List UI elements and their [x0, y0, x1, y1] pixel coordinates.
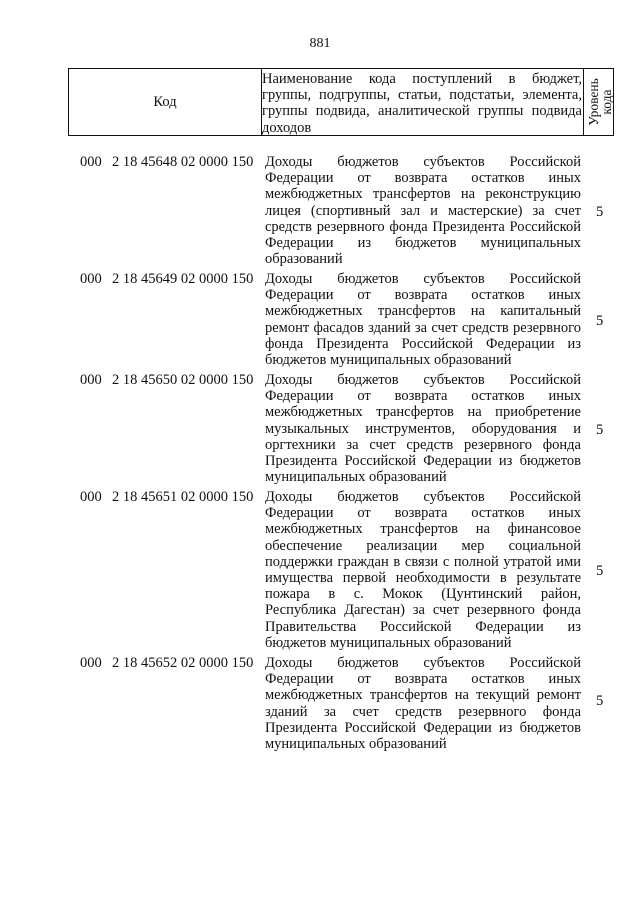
code-level: 5 — [596, 422, 604, 438]
code-level: 5 — [596, 693, 604, 709]
code-level: 5 — [596, 313, 604, 329]
admin-code: 000 — [80, 154, 102, 170]
header-code-label: Код — [153, 93, 177, 110]
admin-code: 000 — [80, 271, 102, 287]
budget-code: 2 18 45652 02 0000 150 — [112, 655, 254, 671]
header-level-label: Уровень кода — [585, 78, 614, 126]
income-description: Доходы бюджетов субъектов Российской Федерации от возврата остатков иных межбюджетных трансфертов на приобретение музыкальных инструментов, оборудования и оргтехники за счет средств резервного фонда Президента Российской Федерации из бюджетов муниципальных образований — [265, 372, 581, 486]
income-description: Доходы бюджетов субъектов Российской Федерации от возврата остатков иных межбюджетных трансфертов на текущий ремонт зданий за счет средств резервного фонда Президента Российской Федерации из бюджетов муниципальных образований — [265, 655, 581, 753]
page-number: 881 — [309, 36, 331, 51]
table-header — [68, 68, 614, 136]
code-level: 5 — [596, 204, 604, 220]
budget-code: 2 18 45651 02 0000 150 — [112, 489, 254, 505]
code-level: 5 — [596, 563, 604, 579]
admin-code: 000 — [80, 489, 102, 505]
header-name-label: Наименование кода поступлений в бюджет, группы, подгруппы, статьи, подстатьи, элемента, группы подвида, аналитической группы подвида доходов — [262, 71, 582, 136]
income-description: Доходы бюджетов субъектов Российской Федерации от возврата остатков иных межбюджетных трансфертов на реконструкцию лицея (спортивный зал и мастерские) за счет средств резервного фонда Президента Российской Федерации из бюджетов муниципальных образований — [265, 154, 581, 268]
header-code-cell — [69, 69, 262, 135]
header-level-cell — [583, 69, 615, 135]
budget-code: 2 18 45649 02 0000 150 — [112, 271, 254, 287]
budget-code: 2 18 45650 02 0000 150 — [112, 372, 254, 388]
admin-code: 000 — [80, 655, 102, 671]
income-description: Доходы бюджетов субъектов Российской Федерации от возврата остатков иных межбюджетных трансфертов на финансовое обеспечение реализации мер социальной поддержки граждан в связи с полной утратой ими имущества первой необходимости в результате пожара в с. Мокок (Цунтинский район, Республика Дагестан) за счет резервного фонда Правительства Российской Федерации из бюджетов муниципальных образований — [265, 489, 581, 651]
income-description: Доходы бюджетов субъектов Российской Федерации от возврата остатков иных межбюджетных трансфертов на капитальный ремонт фасадов зданий за счет средств резервного фонда Президента Российской Федерации из бюджетов муниципальных образований — [265, 271, 581, 369]
budget-code: 2 18 45648 02 0000 150 — [112, 154, 254, 170]
admin-code: 000 — [80, 372, 102, 388]
